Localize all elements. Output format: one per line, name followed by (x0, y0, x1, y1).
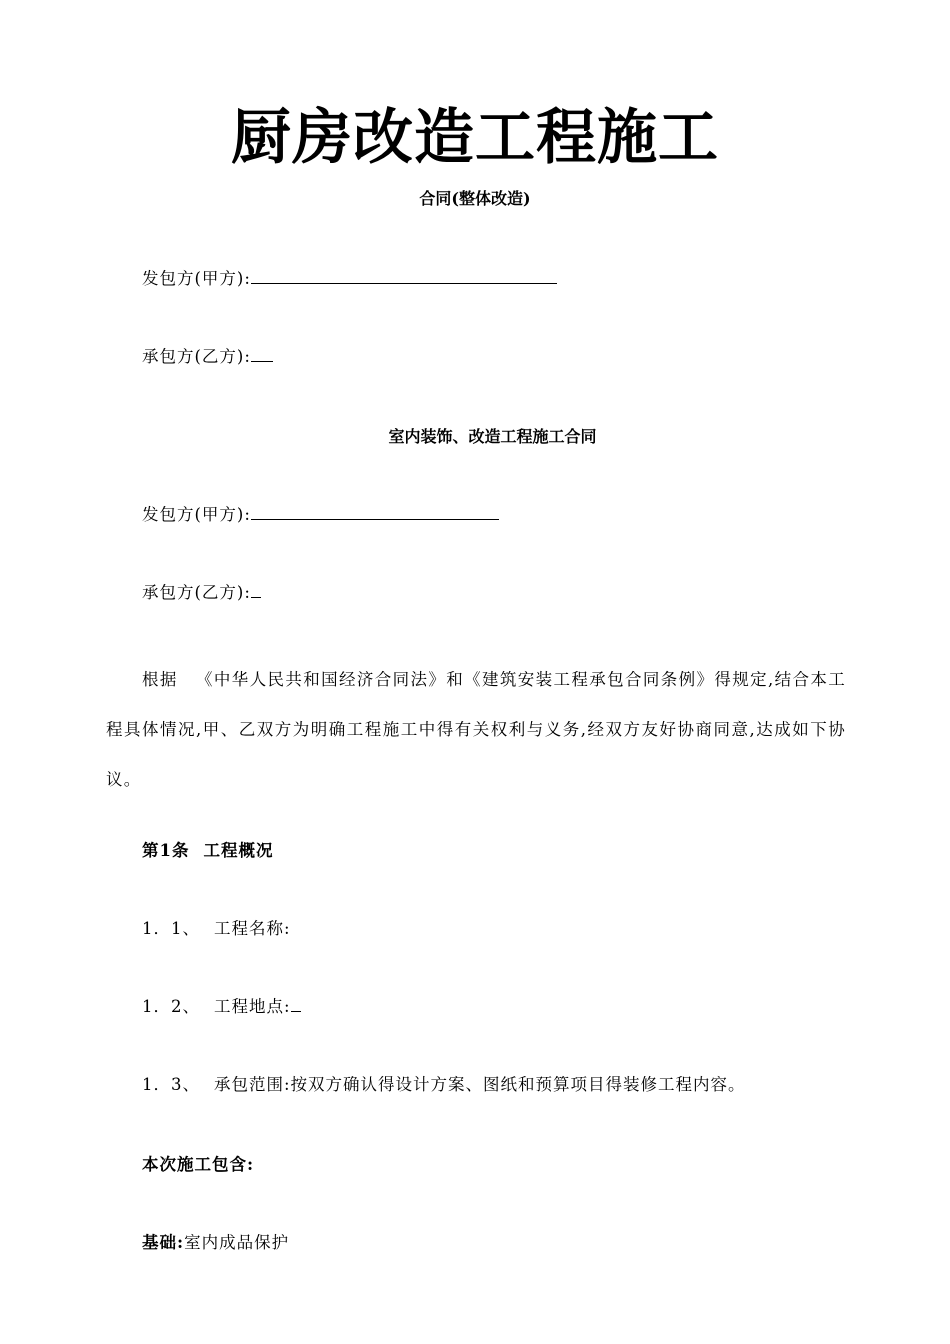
location-blank-field[interactable] (291, 995, 301, 1012)
party-b-line-2 (142, 580, 261, 606)
item-number: 1．1、 (142, 919, 200, 938)
article-number: 第1条 (142, 841, 190, 860)
party-b-label: 承包方(乙方): (142, 347, 251, 366)
item-text: 承包范围:按双方确认得设计方案、图纸和预算项目得装修工程内容。 (214, 1075, 746, 1094)
item-number: 1．3、 (142, 1075, 200, 1094)
item-number: 1．2、 (142, 997, 200, 1016)
party-b-label: 承包方(乙方): (142, 583, 251, 602)
intro-paragraph (106, 655, 846, 805)
party-b-blank-field[interactable] (251, 345, 273, 362)
item-1-3 (142, 1072, 746, 1098)
intro-text: 《中华人民共和国经济合同法》和《建筑安装工程承包合同条例》得规定,结合本工程具体情况,甲、乙双方为明确工程施工中得有关权利与义务,经双方友好协商同意,达成如下协议。 (106, 670, 846, 789)
foundation-text: 室内成品保护 (184, 1233, 290, 1252)
party-a-line-2 (142, 502, 499, 528)
party-a-line-1 (142, 266, 557, 292)
scope-heading: 本次施工包含: (142, 1155, 255, 1174)
item-text: 工程名称: (214, 919, 291, 938)
item-text: 工程地点: (214, 997, 291, 1016)
party-a-blank-field[interactable] (251, 503, 499, 520)
article-title: 工程概况 (203, 841, 274, 860)
item-1-1 (142, 916, 291, 942)
foundation-line (142, 1230, 289, 1256)
intro-lead: 根据 (142, 670, 178, 689)
document-subtitle: 合同(整体改造) (419, 189, 531, 208)
party-b-blank-field[interactable] (251, 581, 261, 598)
foundation-label: 基础: (142, 1233, 185, 1252)
party-a-label: 发包方(甲方): (142, 505, 251, 524)
party-a-blank-field[interactable] (251, 267, 557, 284)
party-a-label: 发包方(甲方): (142, 269, 251, 288)
document-title: 厨房改造工程施工 (231, 103, 719, 173)
contract-heading: 室内装饰、改造工程施工合同 (388, 427, 597, 446)
party-b-line-1 (142, 344, 273, 370)
item-1-2 (142, 994, 301, 1020)
article-1-heading (142, 838, 273, 864)
